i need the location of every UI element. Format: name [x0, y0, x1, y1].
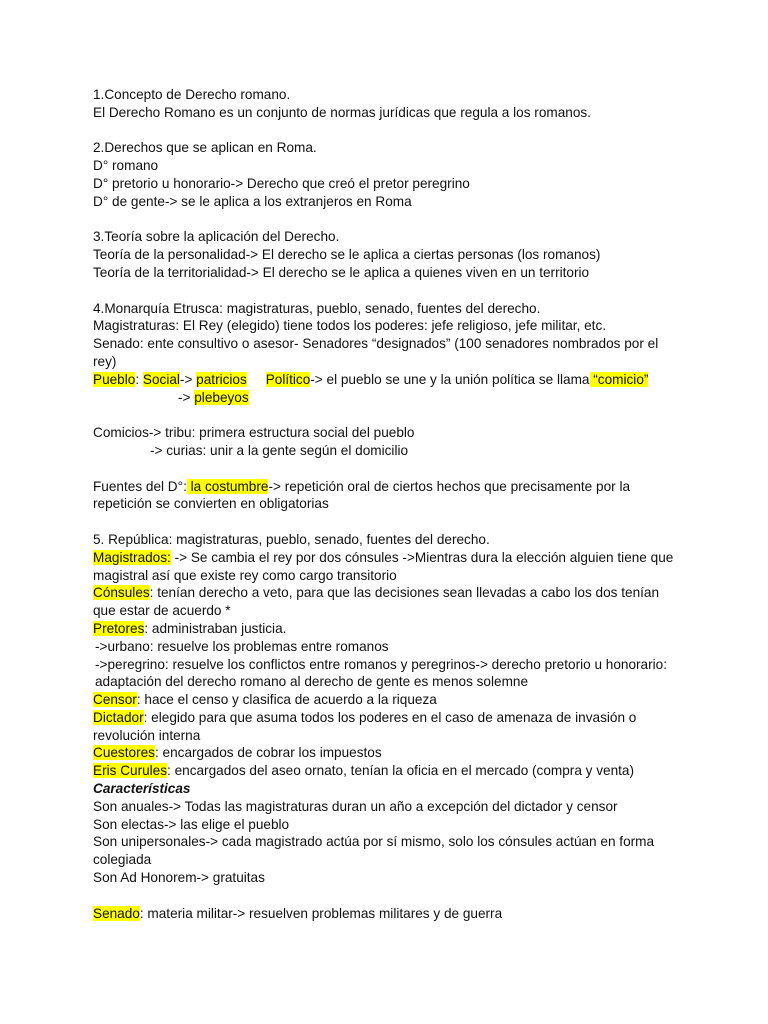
section-1-heading: 1.Concepto de Derecho romano.: [93, 87, 291, 102]
senado-line: Senado: ente consultivo o asesor- Senadores “designados” (100 senadores nombrados por el rey): [93, 336, 659, 369]
plebeyos-arrow: ->: [178, 389, 195, 405]
section-4-heading: 4.Monarquía Etrusca: magistraturas, pueblo, senado, fuentes del derecho.: [93, 300, 541, 316]
caracteristica-item: Son anuales-> Todas las magistraturas duran un año a excepción del dictador y censor: [93, 798, 618, 814]
cuestores-text: : encargados de cobrar los impuestos: [154, 745, 382, 761]
derecho-item: D° pretorio u honorario-> Derecho que creó el pretor peregrino: [93, 175, 470, 191]
curias-line: -> curias: unir a la gente según el domicilio: [150, 442, 409, 458]
caracteristica-item: Son Ad Honorem-> gratuitas: [93, 870, 265, 886]
section-5-heading: 5. República: magistraturas, pueblo, senado, fuentes del derecho.: [93, 531, 490, 547]
highlight-censor: Censor: [93, 692, 137, 708]
fuentes-text: -> repetición oral de ciertos hechos que precisamente por la repetición se convierten en obligatorias: [93, 478, 631, 512]
highlight-pueblo: Pueblo: [93, 371, 136, 387]
caracteristicas-title: Características: [93, 781, 191, 797]
highlight-cuestores: Cuestores: [93, 745, 155, 761]
highlight-comicio: “comicio”: [589, 371, 649, 387]
teoria-item: Teoría de la personalidad-> El derecho se le aplica a ciertas personas (los romanos): [93, 247, 601, 263]
derecho-item: D° de gente-> se le aplica a los extranjeros en Roma: [93, 193, 412, 209]
highlight-costumbre: la costumbre: [186, 478, 269, 494]
pueblo-arrow: ->: [179, 371, 197, 387]
consules-line: [93, 584, 678, 620]
urbano-line: ->urbano: resuelve los problemas entre romanos: [95, 638, 389, 654]
highlight-magistrados: Magistrados:: [93, 549, 171, 565]
section-3-heading: 3.Teoría sobre la aplicación del Derecho.: [93, 229, 340, 245]
blank-line: [93, 211, 678, 229]
pueblo-sep: :: [135, 371, 143, 387]
blank-line: [93, 513, 678, 531]
blank-line: [93, 122, 678, 140]
document-body: [93, 86, 678, 922]
magistrados-text: -> Se cambia el rey por dos cónsules ->Mientras dura la elección alguien tiene que magistral así que existe rey como cargo transitorio: [93, 549, 674, 583]
caracteristica-item: Son electas-> las elige el pueblo: [93, 816, 290, 832]
blank-line: [93, 887, 678, 905]
comicios-line: Comicios-> tribu: primera estructura social del pueblo: [93, 425, 415, 441]
highlight-consules: Cónsules: [93, 585, 150, 601]
eris-curules-line: [93, 762, 678, 780]
blank-line: [93, 460, 678, 478]
censor-text: : hace el censo y clasifica de acuerdo a la riqueza: [136, 692, 437, 708]
pretores-text: : administraban justicia.: [144, 620, 287, 636]
senado-republica-line: [93, 905, 678, 923]
plebeyos-line: [93, 389, 678, 407]
cuestores-line: [93, 744, 678, 762]
highlight-patricios: patricios: [196, 371, 247, 387]
derecho-item: D° romano: [93, 158, 159, 174]
highlight-politico: Político: [265, 371, 311, 387]
highlight-senado: Senado: [93, 905, 140, 921]
magistraturas-line: Magistraturas: El Rey (elegido) tiene todos los poderes: jefe religioso, jefe militar, etc.: [93, 318, 607, 334]
peregrino-line: ->peregrino: resuelve los conflictos entre romanos y peregrinos-> derecho pretorio u honorario: adaptación del derecho romano al derecho de gente es menos solemne: [95, 656, 667, 690]
censor-line: [93, 691, 678, 709]
highlight-plebeyos: plebeyos: [194, 389, 249, 405]
highlight-dictador: Dictador: [93, 709, 144, 725]
magistrados-line: [93, 549, 678, 585]
pueblo-space: [247, 372, 266, 387]
dictador-line: [93, 709, 678, 745]
highlight-social: Social: [142, 371, 180, 387]
eris-curules-text: : encargados del aseo ornato, tenían la oficia en el mercado (compra y venta): [167, 763, 635, 779]
fuentes-line: [93, 478, 678, 514]
teoria-item: Teoría de la territorialidad-> El derecho se le aplica a quienes viven en un territorio: [93, 264, 590, 280]
section-1-text: El Derecho Romano es un conjunto de normas jurídicas que regula a los romanos.: [93, 104, 591, 120]
senado-republica-text: : materia militar-> resuelven problemas militares y de guerra: [139, 905, 503, 921]
highlight-pretores: Pretores: [93, 620, 145, 636]
pueblo-text: -> el pueblo se une y la unión política se llama: [310, 371, 590, 387]
section-2-heading: 2.Derechos que se aplican en Roma.: [93, 140, 317, 156]
consules-text: : tenían derecho a veto, para que las decisiones sean llevadas a cabo los dos tenían que estar de acuerdo *: [93, 585, 660, 619]
fuentes-prefix: Fuentes del D°:: [93, 478, 187, 494]
blank-line: [93, 406, 678, 424]
pretores-line: [93, 620, 678, 638]
pueblo-line: [93, 371, 678, 389]
highlight-eris-curules: Eris Curules: [93, 763, 168, 779]
blank-line: [93, 282, 678, 300]
caracteristica-item: Son unipersonales-> cada magistrado actúa por sí mismo, solo los cónsules actúan en forma colegiada: [93, 834, 655, 868]
dictador-text: : elegido para que asuma todos los poderes en el caso de amenaza de invasión o revolución interna: [93, 709, 637, 743]
